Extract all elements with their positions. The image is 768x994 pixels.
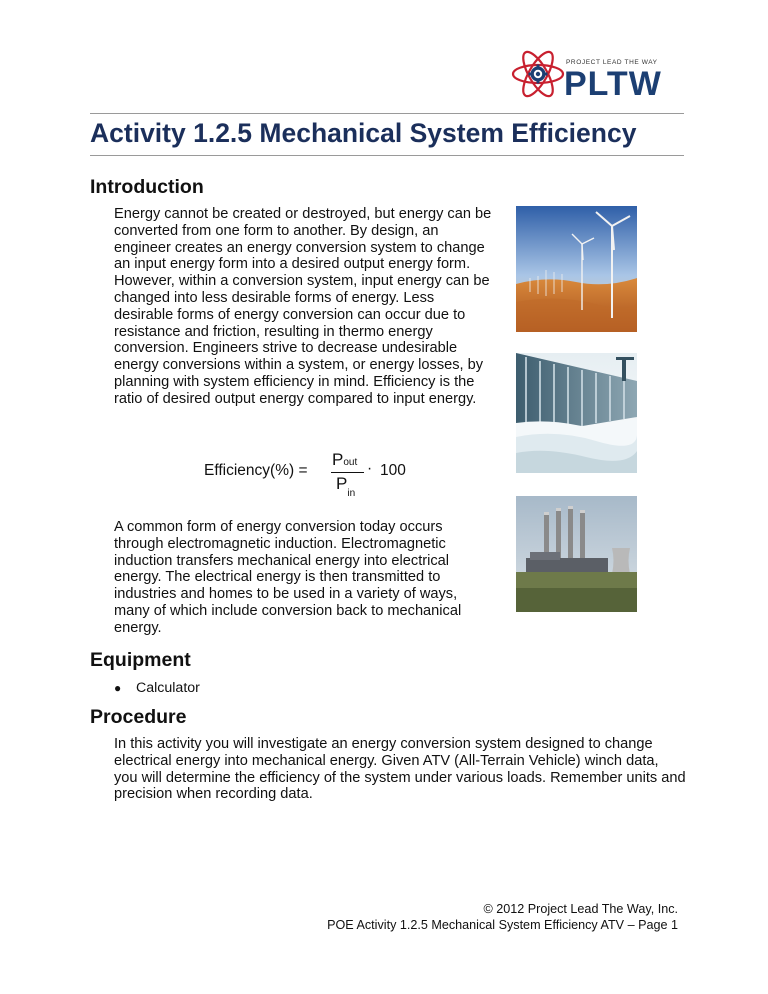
formula-multiply-dot: · bbox=[367, 460, 373, 477]
equipment-item: Calculator bbox=[136, 680, 200, 696]
logo-tagline: PROJECT LEAD THE WAY bbox=[566, 59, 658, 66]
equipment-heading: Equipment bbox=[90, 649, 191, 671]
introduction-paragraph-2: A common form of energy conversion today occurs through electromagnetic induction. Electromagnetic induction transfers mechanical energy into electrical energy. The electrical energy is then transmitted to industries and homes to be used in a variety of ways, many of which include conversion back to mechanical energy. bbox=[114, 519, 462, 636]
hydroelectric-dam-photo bbox=[516, 353, 637, 473]
procedure-paragraph: In this activity you will investigate an energy conversion system designed to change electrical energy into mechanical energy. Given ATV (All-Terrain Vehicle) winch data, you will determine the efficiency of the system under various loads. Remember units and precision when recording data. bbox=[114, 736, 686, 803]
bullet-icon: ● bbox=[114, 681, 122, 695]
formula-denominator: $P_{in}$ bbox=[336, 474, 356, 499]
procedure-heading: Procedure bbox=[90, 706, 187, 728]
introduction-heading: Introduction bbox=[90, 176, 204, 198]
wind-turbines-photo bbox=[516, 206, 637, 332]
introduction-paragraph-1: Energy cannot be created or destroyed, but energy can be converted from one form to another. By design, an engineer creates an energy conversion system to change an input energy form into a desired output energy form. However, within a conversion system, input energy can be changed into less desirable forms of energy. Less desirable forms of energy conversion can occur due to resistance and friction, resulting in thermo energy conversion. Engineers strive to decrease undesirable energy conversions within a system, or energy losses, by planning with system efficiency in mind. Efficiency is the ratio of desired output energy compared to input energy. bbox=[114, 206, 492, 407]
formula-numerator: Pout bbox=[332, 450, 358, 469]
logo-wordmark: PLTW bbox=[564, 65, 662, 103]
atom-icon bbox=[510, 46, 566, 102]
page-title: Activity 1.2.5 Mechanical System Efficiency bbox=[90, 118, 637, 148]
footer-copyright: © 2012 Project Lead The Way, Inc. bbox=[483, 902, 678, 916]
title-top-rule bbox=[90, 113, 684, 114]
pltw-logo bbox=[510, 46, 678, 102]
power-plant-photo bbox=[516, 496, 637, 612]
footer-page-line: POE Activity 1.2.5 Mechanical System Efficiency ATV – Page 1 bbox=[327, 918, 678, 932]
title-bottom-rule bbox=[90, 155, 684, 156]
efficiency-formula-label: Efficiency(%) = bbox=[204, 462, 308, 479]
formula-multiplier: 100 bbox=[380, 462, 406, 479]
formula-fraction-bar bbox=[331, 472, 364, 473]
